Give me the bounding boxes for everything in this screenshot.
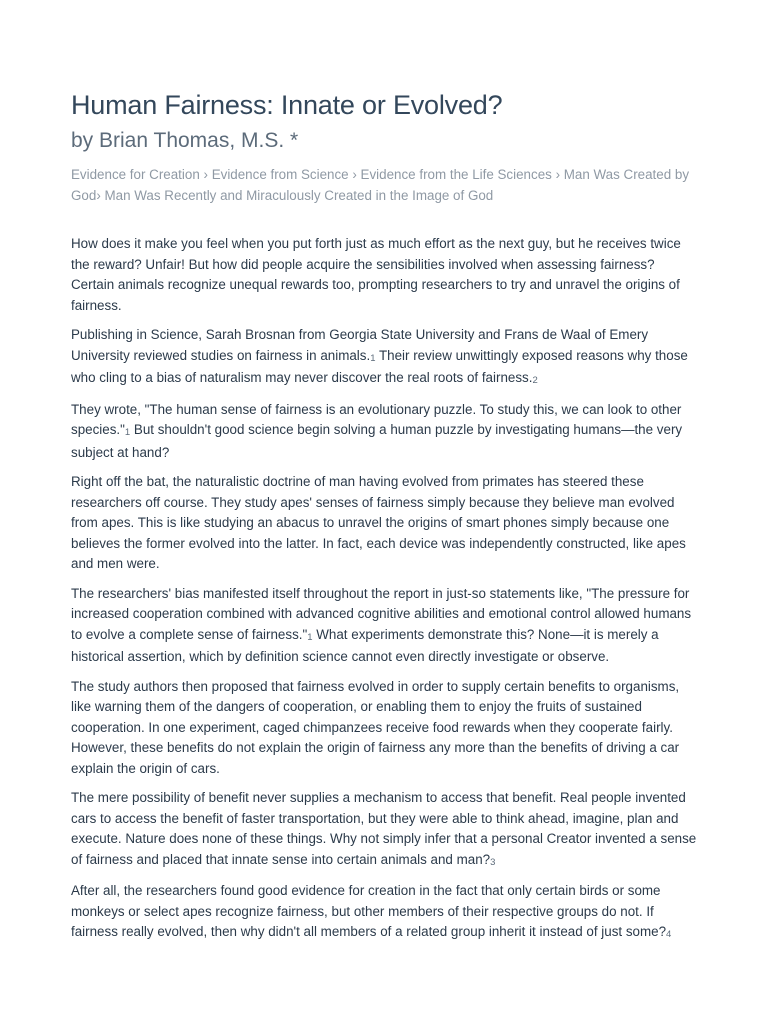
article-paragraph: [71, 400, 698, 464]
breadcrumb: [71, 164, 698, 206]
paragraph-text: The study authors then proposed that fairness evolved in order to supply certain benefits to organisms, like warning them of the dangers of cooperation, or enabling them to enjoy the fruits of sustained cooperation. In one experiment, caged chimpanzees receive food rewards when they cooperate fairly. However, these benefits do not explain the origin of fairness any more than the benefits of driving a car explain the origin of cars.: [71, 678, 680, 776]
breadcrumb-link[interactable]: Evidence for Creation: [71, 167, 200, 182]
footnote-ref[interactable]: 1: [124, 427, 131, 438]
breadcrumb-separator: ›: [348, 167, 361, 182]
breadcrumb-link[interactable]: Evidence from the Life Sciences: [360, 167, 552, 182]
breadcrumb-link[interactable]: Man Was Created by God: [71, 167, 690, 203]
paragraph-text: What experiments demonstrate this? None—it is merely a historical assertion, which by definition science cannot even directly investigate or observe.: [71, 626, 659, 664]
breadcrumb-separator: ›: [199, 167, 212, 182]
article-paragraph: [71, 677, 698, 780]
breadcrumb-link[interactable]: Evidence from Science: [211, 167, 349, 182]
footnote-ref[interactable]: 4: [666, 929, 672, 940]
breadcrumb-separator: ›: [96, 188, 105, 203]
paragraph-text: But shouldn't good science begin solving a human puzzle by investigating humans—the very subject at hand?: [71, 422, 683, 460]
article-paragraph: [71, 881, 698, 945]
article-paragraph: [71, 788, 698, 872]
article-paragraph: [71, 234, 698, 316]
paragraph-text: The researchers' bias manifested itself throughout the report in just-so statements like, "The pressure for increased cooperation combined with advanced cognitive abilities and emotional control allowed humans to evolve a complete sense of fairness.": [71, 585, 692, 642]
footnote-ref[interactable]: 1: [370, 352, 376, 364]
footnote-ref[interactable]: 1: [307, 631, 313, 643]
breadcrumb-separator: ›: [551, 167, 564, 182]
paragraph-text: The mere possibility of benefit never supplies a mechanism to access that benefit. Real people invented cars to access the benefit of faster transportation, but they were able to think ahead, imagine, plan and execute. Nature does none of these things. Why not simply infer that a personal Creator invented a sense of fairness and placed that innate sense into certain animals and man?: [71, 790, 697, 867]
breadcrumb-link[interactable]: Man Was Recently and Miraculously Created in the Image of God: [104, 188, 494, 203]
footnote-ref[interactable]: 3: [490, 856, 496, 868]
paragraph-text: They wrote, "The human sense of fairness is an evolutionary puzzle. To study this, we can look to other species.": [71, 401, 682, 437]
paragraph-text: How does it make you feel when you put forth just as much effort as the next guy, but he receives twice the reward? Unfair! But how did people acquire the sensibilities involved when assessing fairness? Certain animals recognize unequal rewards too, prompting researchers to try and unravel the origins of fairness.: [71, 236, 681, 313]
paragraph-text: Right off the bat, the naturalistic doctrine of man having evolved from primates has steered these researchers off course. They study apes' senses of fairness simply because they believe man evolved from apes. This is like studying an abacus to unravel the origins of smart phones simply because one believes the former evolved into the latter. In fact, each device was independently constructed, like apes and men were.: [71, 474, 686, 571]
article-byline: by Brian Thomas, M.S. *: [71, 129, 299, 152]
article-body: [71, 234, 698, 945]
article-paragraph: [71, 325, 698, 391]
paragraph-text: Publishing in Science, Sarah Brosnan from Georgia State University and Frans de Waal of Emery University reviewed studies on fairness in animals.: [71, 327, 649, 363]
footnote-ref[interactable]: 2: [532, 375, 538, 386]
article-title: Human Fairness: Innate or Evolved?: [71, 90, 503, 120]
article-paragraph: [71, 472, 698, 575]
paragraph-text: After all, the researchers found good evidence for creation in the fact that only certain birds or some monkeys or select apes recognize fairness, but other members of their respective groups do not. If fairness really evolved, then why didn't all members of a related group inherit it instead of just some?: [71, 883, 667, 939]
article-paragraph: [71, 584, 698, 668]
paragraph-text: Their review unwittingly exposed reasons why those who cling to a bias of naturalism may never discover the real roots of fairness.: [71, 347, 688, 385]
